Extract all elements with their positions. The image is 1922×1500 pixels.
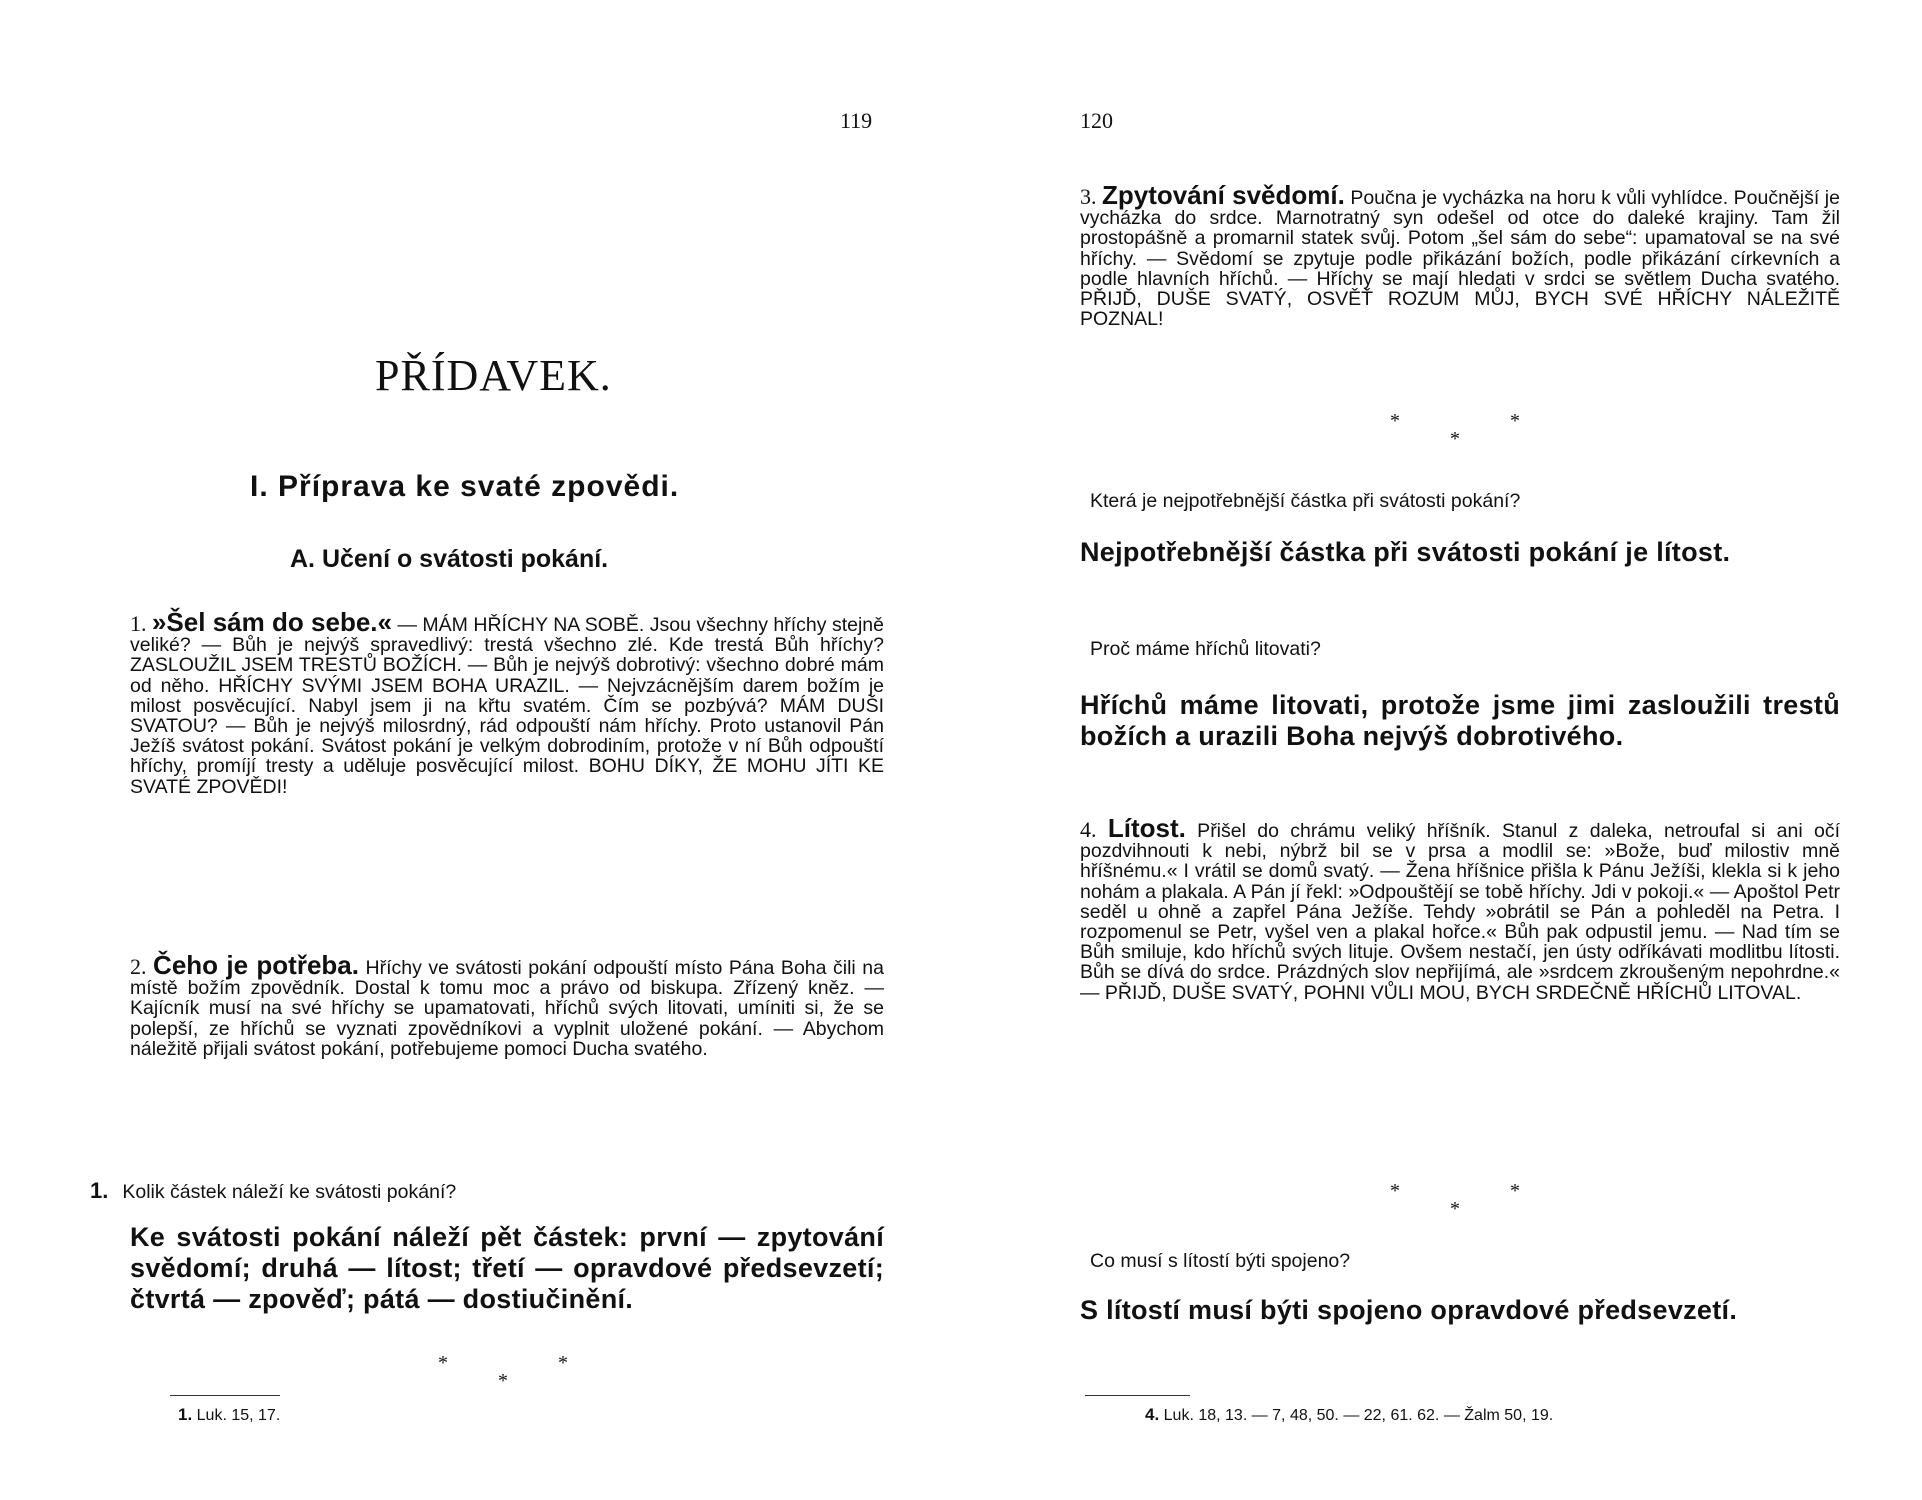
paragraph-text: Přišel do chrámu veliký hříšník. Stanul z daleka, netroufal si ani očí pozdvihnouti k nebi, nýbrž bil se v prsa a modlil se: »Bože, buď milostiv mně hříšnému.« I vrátil se domů svatý. — Žena hříšnice přišla k Pánu Ježíši, klekla si k jeho nohám a plakala. A Pán jí řekl: »Odpouštějí se tobě hříchy. Jdi v pokoji.« — Apoštol Petr seděl u ohně a zapřel Pána Ježíše. Tehdy »obrátil se Pán a pohleděl na Petra. I rozpomenul se Petr, vyšel ven a plakal hořce.« Bůh pak odpustil jemu. — Nad tím se Bůh smiluje, kdo hříchů svých lituje. Ovšem nestačí, jen ústy odříkávati modlitbu lítosti. Bůh se dívá do srdce. Prázdných slov nepřijímá, ale »srdcem zkroušeným nepohrdne.« — PŘIJĎ, DUŠE SVATÝ, POHNI VŮLI MOU, BYCH SRDEČNĚ HŘÍCHŮ LITOVAL. [1080,820,1840,1004]
asterisk: * [498,1370,508,1392]
asterisk: * [1390,1180,1400,1202]
answer-2: Nejpotřebnější částka při svátosti pokání je lítost. [1080,537,1731,567]
asterisk: * [1450,428,1460,450]
footnote-text: Luk. 15, 17. [196,1407,281,1424]
paragraph-number: 4. [1080,817,1097,842]
asterisk: * [1450,1198,1460,1220]
footnote-marker: 1. [178,1405,193,1424]
right-page [1080,0,1840,1500]
paragraph-number: 2. [130,954,147,979]
asterisk: * [1510,410,1520,432]
paragraph-text: Hříchy ve svátosti pokání odpouští místo Pána Boha čili na místě božím zpovědník. Dostal k tomu moc a právo od biskupa. Zřízený kněz. — Kajícník musí na své hříchy se upamatovati, hříchů svých litovati, umíniti si, že se polepší, ze hříchů se vyznati zpovědníkovi a vyplnit uložené pokání. — Abychom náležitě přijali svátost pokání, potřebujeme pomoci Ducha svatého. [130,957,884,1060]
paragraph-number: 1. [130,611,147,636]
paragraph-lead: Čeho je potřeba. [153,950,359,980]
paragraph-4 [1080,813,1840,1004]
answer-1: Ke svátosti pokání náleží pět částek: první — zpytování svědomí; druhá — lítost; třetí — opravdové předsevzetí; čtvrtá — zpověď; pátá — dostiučinění. [130,1222,884,1314]
question-1 [90,1178,870,1204]
paragraph-text: — MÁM HŘÍCHY NA SOBĚ. Jsou všechny hříchy stejně veliké? — Bůh je nejvýš spravedlivý: trestá všechno zlé. Kde trestá Bůh hříchy? ZASLOUŽIL JSEM TRESTŮ BOŽÍCH. — Bůh je nejvýš dobrotivý: všechno dobré mám od něho. HŘÍCHY SVÝMI JSEM BOHA URAZIL. — Nejvzácnějším darem božím je milost posvěcující. Nabyl jsem ji na křtu svatém. Čím se pozbývá? MÁM DUŠI SVATOU? — Bůh je nejvýš milosrdný, rád odpouští nám hříchy. Proto ustanovil Pán Ježíš svátost pokání. Svátost pokání je velkým dobrodiním, protože v ní Bůh odpouští hříchy, promíjí tresty a uděluje posvěcující milost. BOHU DÍKY, ŽE MOHU JÍTI KE SVATÉ ZPOVĚDI! [130,614,885,798]
answer-3: Hříchů máme litovati, protože jsme jimi zasloužili trestů božích a urazili Boha nejvýš dobrotivého. [1080,690,1840,751]
footnote-marker: 4. [1145,1405,1160,1424]
paragraph-text: Poučna je vycházka na horu k vůli vyhlídce. Poučnější je vycházka do srdce. Marnotratný syn odešel od otce do daleké krajiny. Tam žil prostopášně a promarnil statek svůj. Potom „šel sám do sebe“: upamatoval se na své hříchy. — Svědomí se zpytuje podle přikázání božích, podle přikázání církevních a podle hlavních hříchů. — Hříchy se mají hledati v srdci se světlem Ducha svatého. PŘIJĎ, DUŠE SVATÝ, OSVĚŤ ROZUM MŮJ, BYCH SVÉ HŘÍCHY NÁLEŽITĚ POZNAL! [1080,187,1840,331]
question-4: Co musí s lítostí býti spojeno? [1090,1250,1351,1272]
asterisk: * [1390,410,1400,432]
footnote-marker: 1. [90,1178,109,1203]
asterisk: * [438,1352,448,1374]
page-number: 120 [1080,108,1113,133]
footnote-text: Luk. 18, 13. — 7, 48, 50. — 22, 61. 62. — Žalm 50, 19. [1163,1407,1554,1424]
subsection-heading: A. Učení o svátosti pokání. [290,545,609,573]
question-text: Kolik částek náleží ke svátosti pokání? [122,1181,457,1203]
page-title: PŘÍDAVEK. [375,351,612,400]
asterisk: * [558,1352,568,1374]
paragraph-lead: »Šel sám do sebe.« [151,607,392,637]
question-2: Která je nejpotřebnější částka při svátosti pokání? [1090,490,1521,512]
paragraph-lead: Zpytování svědomí. [1102,180,1345,210]
footnote-rule [1085,1395,1190,1396]
left-page [90,0,890,1500]
paragraph-lead: Lítost. [1107,813,1186,843]
paragraph-1 [130,607,885,798]
answer-4: S lítostí musí býti spojeno opravdové předsevzetí. [1080,1295,1738,1325]
paragraph-number: 3. [1080,184,1097,209]
page-number: 119 [840,108,873,133]
footnote [1145,1405,1553,1425]
question-3: Proč máme hříchů litovati? [1090,638,1321,660]
paragraph-2 [130,950,884,1060]
section-heading: I. Příprava ke svaté zpovědi. [250,470,680,503]
footnote-rule [170,1395,280,1396]
paragraph-3 [1080,180,1840,331]
asterisk: * [1510,1180,1520,1202]
footnote [178,1405,280,1425]
